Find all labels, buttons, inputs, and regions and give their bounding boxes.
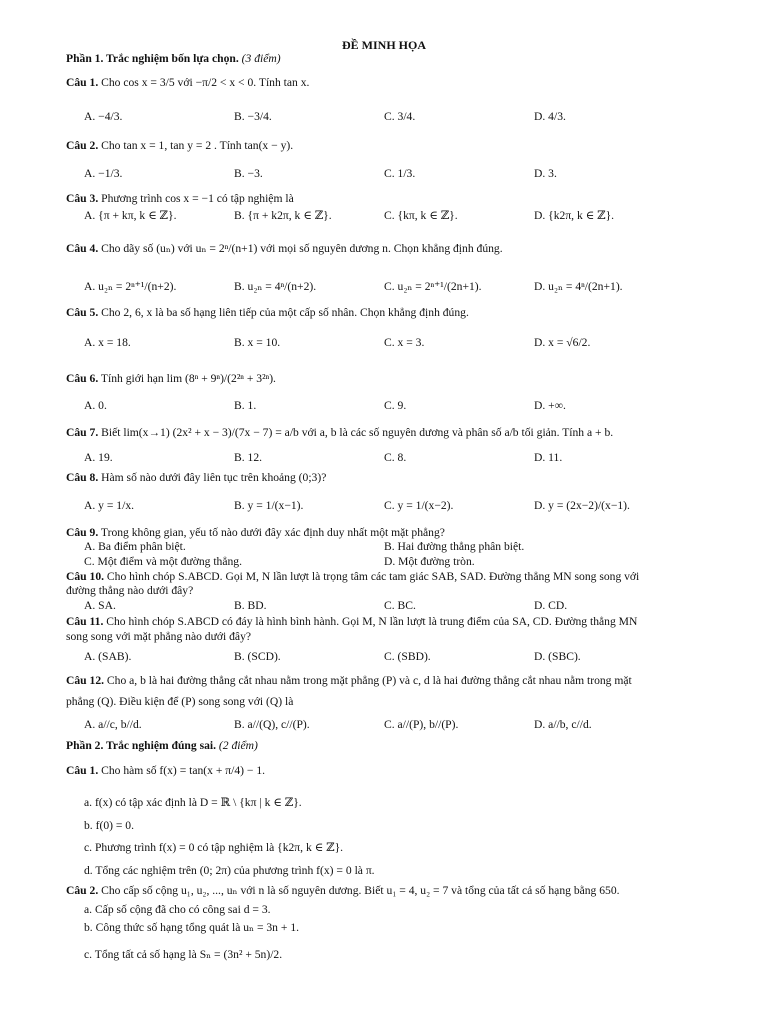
q7-option-d: D. 11. bbox=[534, 451, 563, 464]
p2q1-statement-d: d. Tổng các nghiệm trên (0; 2π) của phương trình f(x) = 0 là π. bbox=[84, 864, 375, 877]
question-8 bbox=[66, 471, 326, 485]
part1-heading: Phần 1. Trắc nghiệm bốn lựa chọn. bbox=[66, 52, 239, 65]
question-text: Cho hình chóp S.ABCD. Gọi M, N lần lượt là trọng tâm các tam giác SAB, SAD. Đường thẳng MN song song với bbox=[106, 570, 640, 583]
question-text: Trong không gian, yếu tố nào dưới đây xác định duy nhất một mặt phẳng? bbox=[100, 526, 445, 539]
q1-option-a: A. −4/3. bbox=[84, 110, 123, 123]
p2q1-statement-b: b. f(0) = 0. bbox=[84, 819, 135, 832]
q4-option-d: D. u₂ₙ = 4ⁿ/(2n+1). bbox=[534, 280, 623, 293]
q9-option-c: C. Một điểm và một đường thẳng. bbox=[84, 555, 242, 568]
q5-option-b: B. x = 10. bbox=[234, 336, 281, 349]
q12-option-c: C. a//(P), b//(P). bbox=[384, 718, 459, 731]
q11-option-a: A. (SAB). bbox=[84, 650, 132, 663]
q12-option-d: D. a//b, c//d. bbox=[534, 718, 592, 731]
question-text: Biết lim(x→1) (2x² + x − 3)/(7x − 7) = a/b với a, b là các số nguyên dương và phân số a/b tối giản. Tính a + b. bbox=[101, 426, 614, 439]
q1-option-d: D. 4/3. bbox=[534, 110, 566, 123]
question-text: Hàm số nào dưới đây liên tục trên khoảng (0;3)? bbox=[101, 471, 327, 484]
question-11-cont: song song với mặt phẳng nào dưới đây? bbox=[66, 630, 252, 643]
q4-option-a: A. u₂ₙ = 2ⁿ⁺¹/(n+2). bbox=[84, 280, 177, 293]
question-10 bbox=[66, 570, 639, 584]
question-label: Câu 1. bbox=[66, 76, 99, 89]
question-9 bbox=[66, 526, 445, 540]
question-label: Câu 12. bbox=[66, 674, 105, 687]
question-label: Câu 10. bbox=[66, 570, 105, 583]
q5-option-d: D. x = √6/2. bbox=[534, 336, 591, 349]
q9-option-d: D. Một đường tròn. bbox=[384, 555, 475, 568]
q8-option-b: B. y = 1/(x−1). bbox=[234, 499, 304, 512]
p2q2-statement-a: a. Cấp số cộng đã cho có công sai d = 3. bbox=[84, 903, 271, 916]
question-label: Câu 5. bbox=[66, 306, 99, 319]
question-10-cont: đường thẳng nào dưới đây? bbox=[66, 584, 194, 597]
part1-heading-line bbox=[66, 52, 281, 66]
question-text: Tính giới hạn lim (8ⁿ + 9ⁿ)/(2²ⁿ + 3²ⁿ). bbox=[100, 372, 276, 385]
question-text: Cho hàm số f(x) = tan(x + π/4) − 1. bbox=[101, 764, 266, 777]
q9-option-a: A. Ba điểm phân biệt. bbox=[84, 540, 186, 553]
q7-option-a: A. 19. bbox=[84, 451, 113, 464]
question-4 bbox=[66, 242, 503, 256]
part2-heading-line bbox=[66, 739, 258, 753]
question-text: Cho cos x = 3/5 với −π/2 < x < 0. Tính tan x. bbox=[101, 76, 310, 89]
p2q2-statement-b: b. Công thức số hạng tổng quát là uₙ = 3n + 1. bbox=[84, 921, 300, 934]
q5-option-a: A. x = 18. bbox=[84, 336, 131, 349]
question-1 bbox=[66, 76, 309, 90]
part1-score: (3 điểm) bbox=[241, 52, 281, 65]
q6-option-c: C. 9. bbox=[384, 399, 407, 412]
part2-question-2 bbox=[66, 884, 620, 898]
q4-option-c: C. u₂ₙ = 2ⁿ⁺¹/(2n+1). bbox=[384, 280, 482, 293]
question-text: Phương trình cos x = −1 có tập nghiệm là bbox=[101, 192, 294, 205]
question-7 bbox=[66, 426, 613, 440]
q11-option-b: B. (SCD). bbox=[234, 650, 281, 663]
q12-option-b: B. a//(Q), c//(P). bbox=[234, 718, 310, 731]
question-label: Câu 3. bbox=[66, 192, 99, 205]
question-2 bbox=[66, 139, 293, 153]
q5-option-c: C. x = 3. bbox=[384, 336, 425, 349]
question-3 bbox=[66, 192, 294, 206]
q8-option-d: D. y = (2x−2)/(x−1). bbox=[534, 499, 630, 512]
question-11 bbox=[66, 615, 637, 629]
q12-option-a: A. a//c, b//d. bbox=[84, 718, 142, 731]
p2q1-statement-a: a. f(x) có tập xác định là D = ℝ \ {kπ | k ∈ ℤ}. bbox=[84, 796, 302, 809]
q6-option-b: B. 1. bbox=[234, 399, 257, 412]
q10-option-d: D. CD. bbox=[534, 599, 568, 612]
question-label: Câu 2. bbox=[66, 139, 99, 152]
page-title: ĐỀ MINH HỌA bbox=[342, 38, 426, 52]
q8-option-c: C. y = 1/(x−2). bbox=[384, 499, 454, 512]
question-label: Câu 11. bbox=[66, 615, 104, 628]
q3-option-b: B. {π + k2π, k ∈ ℤ}. bbox=[234, 209, 332, 222]
q11-option-c: C. (SBD). bbox=[384, 650, 431, 663]
question-5 bbox=[66, 306, 469, 320]
q2-option-c: C. 1/3. bbox=[384, 167, 416, 180]
q10-option-b: B. BD. bbox=[234, 599, 267, 612]
question-label: Câu 9. bbox=[66, 526, 99, 539]
question-label: Câu 6. bbox=[66, 372, 99, 385]
q1-option-c: C. 3/4. bbox=[384, 110, 416, 123]
question-text: Cho tan x = 1, tan y = 2 . Tính tan(x − y). bbox=[101, 139, 294, 152]
question-label: Câu 2. bbox=[66, 884, 99, 897]
q3-option-c: C. {kπ, k ∈ ℤ}. bbox=[384, 209, 458, 222]
question-12-cont: phẳng (Q). Điều kiện để (P) song song với (Q) là bbox=[66, 695, 294, 708]
q3-option-a: A. {π + kπ, k ∈ ℤ}. bbox=[84, 209, 177, 222]
q6-option-a: A. 0. bbox=[84, 399, 107, 412]
part2-heading: Phần 2. Trắc nghiệm đúng sai. bbox=[66, 739, 216, 752]
question-label: Câu 4. bbox=[66, 242, 99, 255]
question-6 bbox=[66, 372, 276, 386]
q1-option-b: B. −3/4. bbox=[234, 110, 272, 123]
question-label: Câu 1. bbox=[66, 764, 99, 777]
q8-option-a: A. y = 1/x. bbox=[84, 499, 135, 512]
q10-option-c: C. BC. bbox=[384, 599, 416, 612]
question-text: Cho a, b là hai đường thẳng cắt nhau nằm trong mặt phẳng (P) và c, d là hai đường thẳng cắt nhau nằm trong mặt bbox=[106, 674, 632, 687]
q10-option-a: A. SA. bbox=[84, 599, 116, 612]
q2-option-d: D. 3. bbox=[534, 167, 557, 180]
part2-score: (2 điểm) bbox=[218, 739, 258, 752]
p2q1-statement-c: c. Phương trình f(x) = 0 có tập nghiệm là {k2π, k ∈ ℤ}. bbox=[84, 841, 344, 854]
question-12 bbox=[66, 674, 632, 688]
q4-option-b: B. u₂ₙ = 4ⁿ/(n+2). bbox=[234, 280, 317, 293]
p2q2-statement-c: c. Tổng tất cả số hạng là Sₙ = (3n² + 5n)/2. bbox=[84, 948, 283, 961]
part2-question-1 bbox=[66, 764, 265, 778]
q11-option-d: D. (SBC). bbox=[534, 650, 581, 663]
q6-option-d: D. +∞. bbox=[534, 399, 566, 412]
q2-option-b: B. −3. bbox=[234, 167, 263, 180]
question-label: Câu 7. bbox=[66, 426, 99, 439]
q2-option-a: A. −1/3. bbox=[84, 167, 123, 180]
q3-option-d: D. {k2π, k ∈ ℤ}. bbox=[534, 209, 615, 222]
question-text: Cho dãy số (uₙ) với uₙ = 2ⁿ/(n+1) với mọi số nguyên dương n. Chọn khẳng định đúng. bbox=[101, 242, 503, 255]
question-text: Cho hình chóp S.ABCD có đáy là hình bình hành. Gọi M, N lần lượt là trung điểm của SA, CD. Đường thẳng MN bbox=[106, 615, 638, 628]
question-text: Cho cấp số cộng u₁, u₂, ..., uₙ với n là số nguyên dương. Biết u₁ = 4, u₂ = 7 và tổng của tất cả số hạng bằng 650. bbox=[101, 884, 620, 897]
q7-option-b: B. 12. bbox=[234, 451, 263, 464]
q7-option-c: C. 8. bbox=[384, 451, 407, 464]
question-text: Cho 2, 6, x là ba số hạng liên tiếp của một cấp số nhân. Chọn khẳng định đúng. bbox=[101, 306, 469, 319]
question-label: Câu 8. bbox=[66, 471, 99, 484]
q9-option-b: B. Hai đường thẳng phân biệt. bbox=[384, 540, 525, 553]
